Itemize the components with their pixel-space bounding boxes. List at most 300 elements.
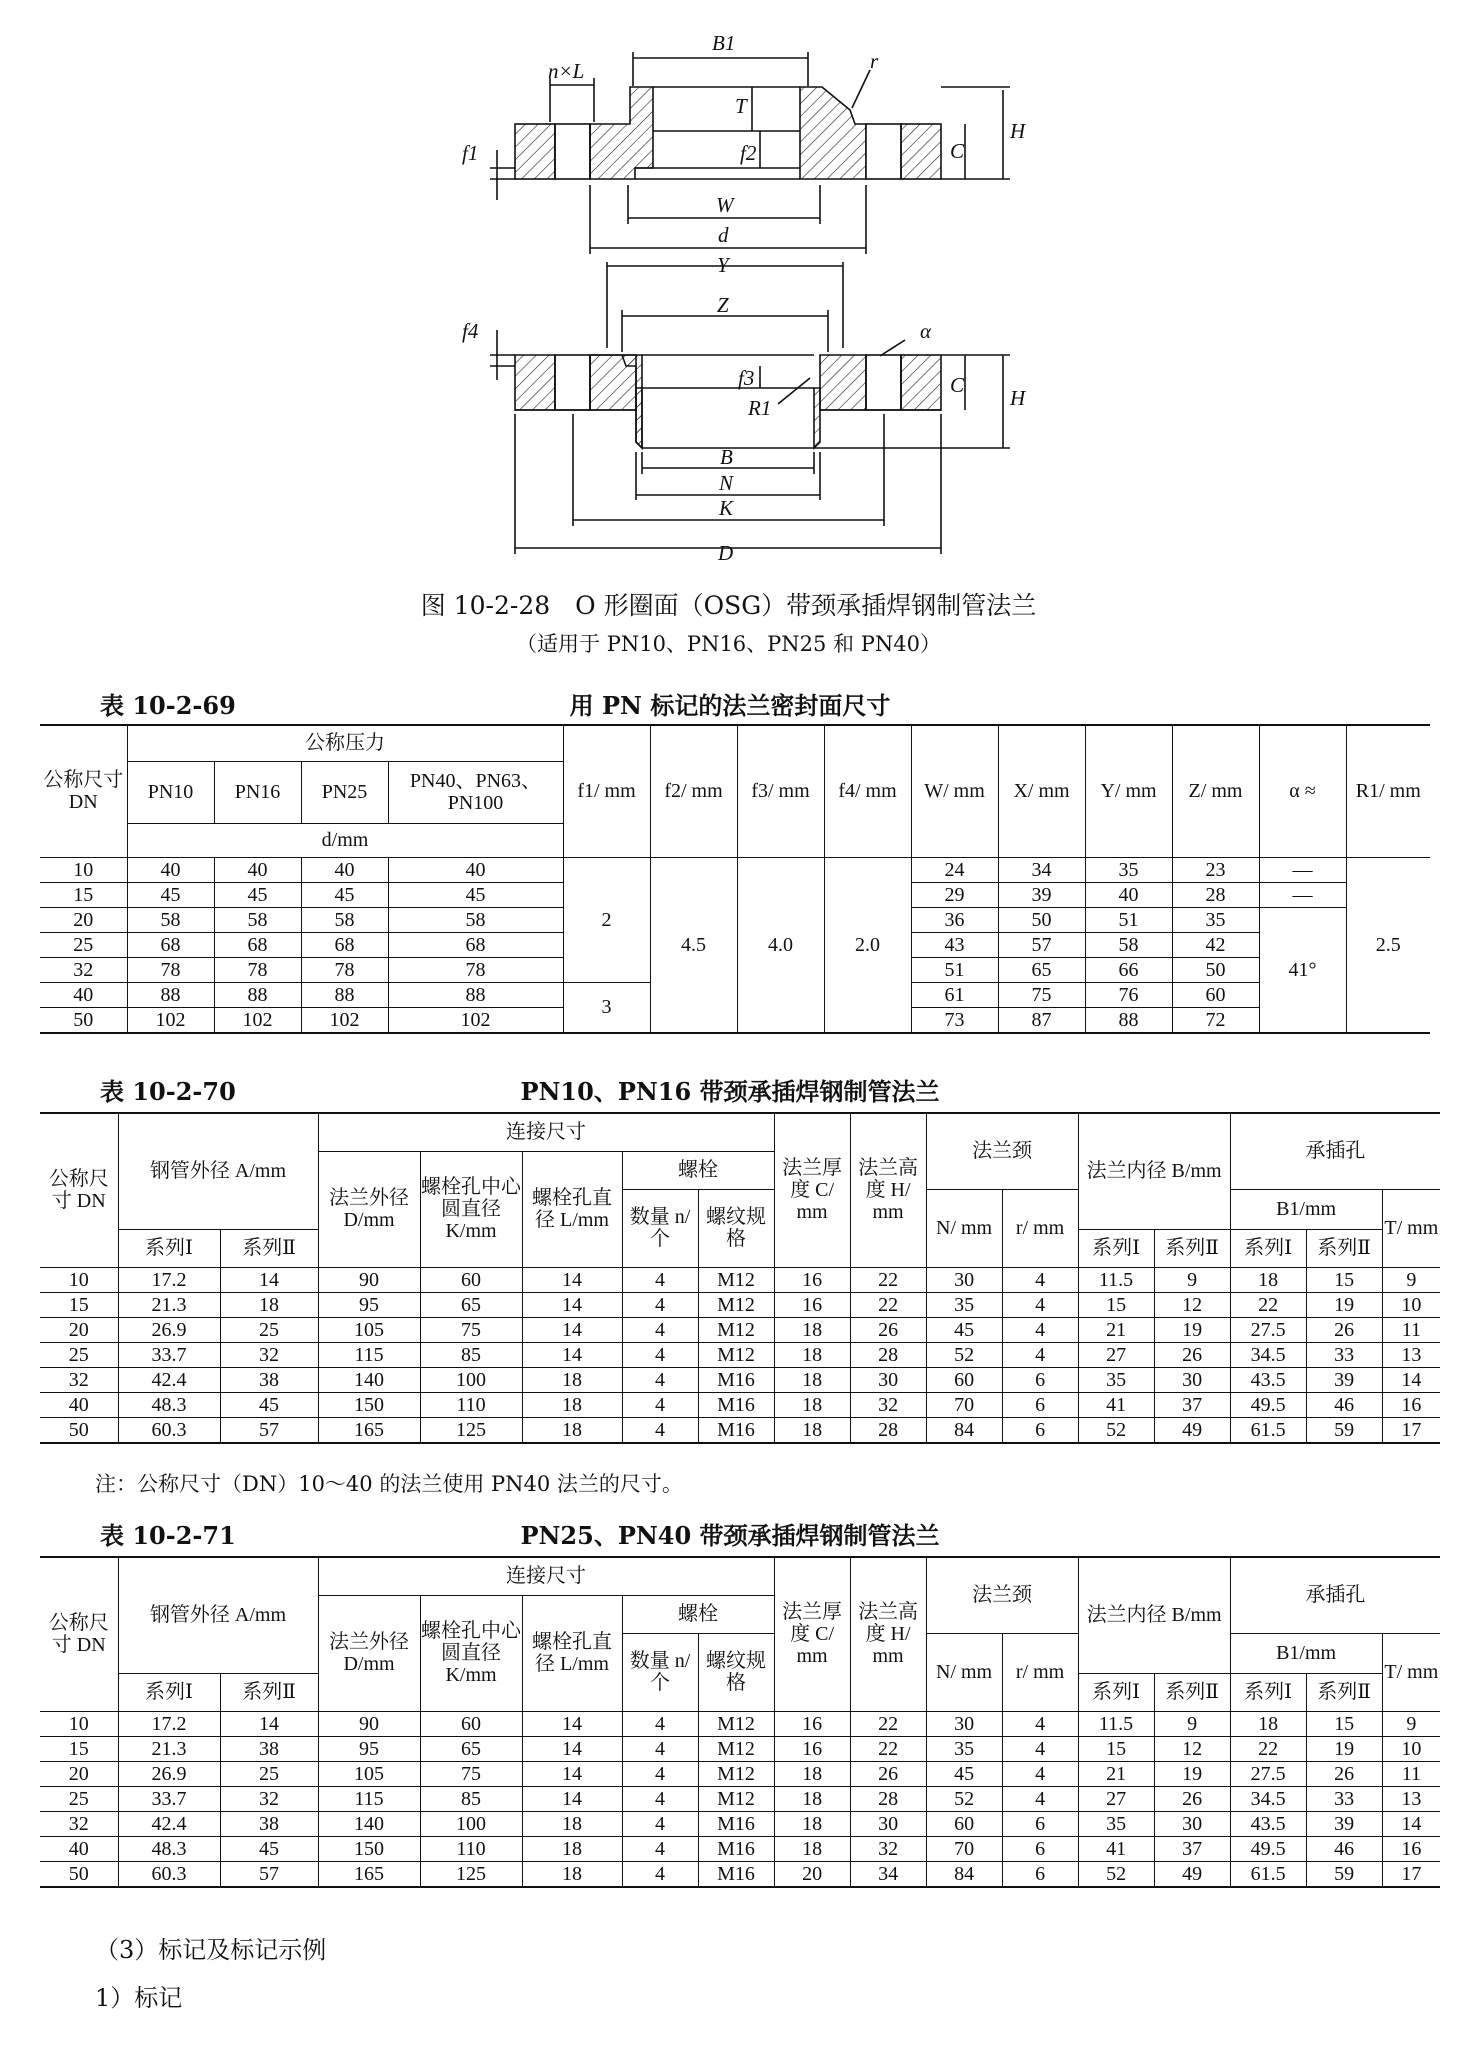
table71 [40,1556,1440,1888]
table-cell: 18 [774,1392,850,1417]
table-cell: 57 [220,1417,318,1443]
label-f2: f2 [740,141,757,165]
label-h: H [1010,119,1026,143]
table-row [40,1367,1440,1392]
label-c2: C [950,373,965,397]
table-cell: 45 [220,1392,318,1417]
table-cell: 30 [850,1811,926,1836]
h-height: 法兰高度 H/ mm [850,1557,926,1711]
table-cell: 6 [1002,1861,1078,1887]
table-cell: 21.3 [118,1292,220,1317]
cell-pn10: 102 [127,1007,214,1033]
table-cell: 32 [40,1811,118,1836]
h-socket-t: T/ mm [1382,1189,1440,1267]
table-cell: 49.5 [1230,1836,1306,1861]
table-cell: 4 [622,1736,698,1761]
table-row [40,1317,1440,1342]
cell-w: 61 [911,982,998,1007]
table-row [40,1267,1440,1292]
h-flange-od: 法兰外径 D/mm [318,1151,420,1267]
table-cell: 10 [40,1711,118,1736]
table-row [40,1292,1440,1317]
table-cell: 14 [522,1711,622,1736]
h-bore-series1: 系列Ⅰ [1078,1673,1154,1711]
table-cell: 50 [40,1417,118,1443]
label-d: d [718,223,729,247]
table-cell: 27 [1078,1342,1154,1367]
table-cell: 22 [850,1292,926,1317]
table-cell: M16 [698,1392,774,1417]
cell-f1: 3 [563,982,650,1033]
t69-h-f1: f1/ mm [563,725,650,857]
table-cell: 17 [1382,1417,1440,1443]
cell-pn25: 58 [301,907,388,932]
h-pipe-od: 钢管外径 A/mm [118,1113,318,1229]
table69-heading [40,686,1420,720]
table-cell: 150 [318,1836,420,1861]
table-cell: 15 [1306,1267,1382,1292]
t69-h-r1: R1/ mm [1346,725,1430,857]
table71-heading [40,1516,1420,1550]
table-cell: 33 [1306,1786,1382,1811]
cell-pn40: 78 [388,957,563,982]
table-cell: 65 [420,1736,522,1761]
table-cell: 4 [622,1267,698,1292]
table-cell: 14 [522,1292,622,1317]
table-cell: 18 [220,1292,318,1317]
table-cell: 52 [1078,1861,1154,1887]
cell-f1: 2 [563,857,650,982]
t69-h-pn40: PN40、PN63、PN100 [388,761,563,823]
cell-pn10: 45 [127,882,214,907]
h-socket-b1: B1/mm [1230,1189,1382,1229]
table-cell: 84 [926,1417,1002,1443]
table-cell: 19 [1306,1292,1382,1317]
table-cell: 45 [220,1836,318,1861]
table-cell: 4 [622,1367,698,1392]
table-cell: 48.3 [118,1392,220,1417]
table-cell: 9 [1382,1267,1440,1292]
table-cell: 4 [622,1786,698,1811]
table-cell: 16 [774,1267,850,1292]
t69-h-pn10: PN10 [127,761,214,823]
table-cell: 14 [522,1736,622,1761]
table-cell: 21 [1078,1317,1154,1342]
table-cell: 100 [420,1811,522,1836]
t69-h-alpha: α ≈ [1259,725,1346,857]
table-cell: 27.5 [1230,1317,1306,1342]
table-cell: 70 [926,1836,1002,1861]
cell-pn40: 40 [388,857,563,882]
table-cell: 84 [926,1861,1002,1887]
label-nl: n×L [548,59,585,83]
table-cell: 11.5 [1078,1711,1154,1736]
table-cell: 28 [850,1342,926,1367]
table-cell: 32 [40,1367,118,1392]
cell-pn40: 102 [388,1007,563,1033]
table-cell: 43.5 [1230,1367,1306,1392]
table-cell: 12 [1154,1292,1230,1317]
table-cell: 18 [774,1786,850,1811]
table-cell: 25 [220,1317,318,1342]
table-cell: 10 [40,1267,118,1292]
cell-r1: 2.5 [1346,857,1430,1033]
table-cell: 60 [420,1711,522,1736]
table-cell: 33.7 [118,1342,220,1367]
table-cell: 4 [1002,1342,1078,1367]
table-cell: 12 [1154,1736,1230,1761]
cell-y: 88 [1085,1007,1172,1033]
cell-dn: 40 [40,982,127,1007]
t69-h-x: X/ mm [998,725,1085,857]
cell-y: 66 [1085,957,1172,982]
table-cell: 26 [850,1317,926,1342]
table-cell: 13 [1382,1342,1440,1367]
table-cell: 140 [318,1811,420,1836]
table70-note: 注：公称尺寸（DN）10～40 的法兰使用 PN40 法兰的尺寸。 [95,1472,683,1496]
label-f4: f4 [462,319,479,343]
table-cell: M12 [698,1342,774,1367]
table-cell: 150 [318,1392,420,1417]
cell-pn10: 58 [127,907,214,932]
table-cell: 60 [926,1811,1002,1836]
cell-pn10: 88 [127,982,214,1007]
cell-f3: 4.0 [737,857,824,1033]
table-cell: 140 [318,1367,420,1392]
table-cell: 4 [1002,1267,1078,1292]
table-cell: 4 [1002,1292,1078,1317]
table-cell: 10 [1382,1736,1440,1761]
cell-y: 35 [1085,857,1172,882]
table-cell: 60 [926,1367,1002,1392]
table-cell: 165 [318,1417,420,1443]
cell-pn25: 68 [301,932,388,957]
table-cell: 45 [926,1317,1002,1342]
t69-h-pn16: PN16 [214,761,301,823]
table-cell: 4 [1002,1761,1078,1786]
table-cell: 34 [850,1861,926,1887]
table-cell: 17.2 [118,1711,220,1736]
h-socket-series1: 系列Ⅰ [1230,1673,1306,1711]
label-dd: D [718,541,734,560]
t69-h-f2: f2/ mm [650,725,737,857]
table-cell: 14 [522,1317,622,1342]
cell-x: 34 [998,857,1085,882]
h-bore-series2: 系列Ⅱ [1154,1229,1230,1267]
table-cell: 6 [1002,1836,1078,1861]
cell-pn16: 58 [214,907,301,932]
cell-z: 35 [1172,907,1259,932]
t69-h-dn: 公称尺寸 DN [40,725,127,857]
table-cell: 34.5 [1230,1786,1306,1811]
table-cell: 4 [622,1417,698,1443]
cell-z: 72 [1172,1007,1259,1033]
table-cell: 32 [850,1392,926,1417]
table-cell: 28 [850,1417,926,1443]
table69-title: 用 PN 标记的法兰密封面尺寸 [569,691,891,720]
t69-h-pressure: 公称压力 [127,725,563,761]
table-cell: 22 [850,1267,926,1292]
h-bolt-qty: 数量 n/个 [622,1633,698,1711]
label-b1: B1 [712,31,736,55]
label-alpha: α [920,319,932,343]
table-cell: 52 [926,1786,1002,1811]
cell-alpha: 41° [1259,907,1346,1033]
cell-dn: 10 [40,857,127,882]
table-cell: 18 [522,1861,622,1887]
h-socket-series2: 系列Ⅱ [1306,1673,1382,1711]
table-cell: 20 [40,1317,118,1342]
table-cell: 105 [318,1317,420,1342]
table-cell: 32 [220,1342,318,1367]
h-bolt: 螺栓 [622,1151,774,1189]
table-cell: M16 [698,1417,774,1443]
cell-alpha: — [1259,882,1346,907]
table71-number: 表 10-2-71 [100,1521,236,1550]
table-cell: 15 [1306,1711,1382,1736]
h-bolt-circle: 螺栓孔中心圆直径 K/mm [420,1595,522,1711]
section-subheading: 1）标记 [95,1984,183,2012]
table-cell: 4 [622,1342,698,1367]
table-row [40,1392,1440,1417]
table-cell: 10 [1382,1292,1440,1317]
h-socket: 承插孔 [1230,1113,1440,1189]
table-cell: 22 [1230,1736,1306,1761]
table-cell: M12 [698,1267,774,1292]
figure-caption: 图 10-2-28 O 形圈面（OSG）带颈承插焊钢制管法兰 [420,591,1037,620]
table-cell: 16 [1382,1836,1440,1861]
table-cell: 4 [1002,1711,1078,1736]
table-cell: 18 [774,1811,850,1836]
table-cell: 9 [1154,1267,1230,1292]
h-connect: 连接尺寸 [318,1113,774,1151]
table-cell: 18 [1230,1267,1306,1292]
h-neck-r: r/ mm [1002,1189,1078,1267]
t69-h-w: W/ mm [911,725,998,857]
table-cell: 18 [774,1836,850,1861]
table-cell: 35 [1078,1811,1154,1836]
cell-pn10: 78 [127,957,214,982]
table-cell: 4 [622,1836,698,1861]
cell-w: 43 [911,932,998,957]
table-cell: 4 [1002,1786,1078,1811]
h-bolt-thread: 螺纹规格 [698,1189,774,1267]
h-height: 法兰高度 H/ mm [850,1113,926,1267]
table-cell: 50 [40,1861,118,1887]
table-cell: 14 [522,1786,622,1811]
table-cell: 15 [1078,1736,1154,1761]
table-cell: 30 [1154,1367,1230,1392]
cell-x: 39 [998,882,1085,907]
table-cell: 4 [1002,1317,1078,1342]
table-cell: 46 [1306,1836,1382,1861]
h-neck-n: N/ mm [926,1189,1002,1267]
table-cell: M16 [698,1861,774,1887]
h-socket-series2: 系列Ⅱ [1306,1229,1382,1267]
table-cell: 75 [420,1317,522,1342]
table-cell: 95 [318,1736,420,1761]
table-cell: 15 [40,1292,118,1317]
cell-pn40: 58 [388,907,563,932]
h-bore: 法兰内径 B/mm [1078,1557,1230,1673]
table-cell: 85 [420,1786,522,1811]
cell-x: 50 [998,907,1085,932]
cell-pn16: 78 [214,957,301,982]
table-cell: 59 [1306,1861,1382,1887]
table-cell: 19 [1306,1736,1382,1761]
table-cell: 59 [1306,1417,1382,1443]
cell-pn25: 102 [301,1007,388,1033]
table-cell: 32 [850,1836,926,1861]
cell-pn25: 45 [301,882,388,907]
table-cell: 18 [774,1761,850,1786]
table-cell: 115 [318,1786,420,1811]
table-cell: 60.3 [118,1417,220,1443]
table-cell: 37 [1154,1836,1230,1861]
h-pipe-series2: 系列Ⅱ [220,1673,318,1711]
cell-pn16: 102 [214,1007,301,1033]
table-cell: 21 [1078,1761,1154,1786]
cell-x: 75 [998,982,1085,1007]
h-neck: 法兰颈 [926,1557,1078,1633]
cell-y: 58 [1085,932,1172,957]
table-cell: 41 [1078,1836,1154,1861]
cell-z: 50 [1172,957,1259,982]
h-bolt-hole: 螺栓孔直径 L/mm [522,1595,622,1711]
table-row [40,1736,1440,1761]
table-cell: 18 [1230,1711,1306,1736]
table-cell: 6 [1002,1392,1078,1417]
table-cell: 14 [220,1267,318,1292]
cell-dn: 15 [40,882,127,907]
table-row [40,1342,1440,1367]
h-socket-t: T/ mm [1382,1633,1440,1711]
h-bore: 法兰内径 B/mm [1078,1113,1230,1229]
table-cell: 19 [1154,1317,1230,1342]
cell-pn40: 45 [388,882,563,907]
table-cell: M12 [698,1292,774,1317]
table-cell: 125 [420,1417,522,1443]
table-cell: 17.2 [118,1267,220,1292]
table-cell: 26 [1154,1786,1230,1811]
table-cell: M12 [698,1786,774,1811]
table-cell: 46 [1306,1392,1382,1417]
cell-dn: 25 [40,932,127,957]
table-cell: 25 [40,1786,118,1811]
table-cell: 4 [622,1861,698,1887]
table-row [40,1711,1440,1736]
table-cell: 22 [1230,1292,1306,1317]
table-cell: 14 [1382,1367,1440,1392]
table-cell: 16 [774,1711,850,1736]
cell-dn: 32 [40,957,127,982]
table-cell: 9 [1382,1711,1440,1736]
h-bolt-thread: 螺纹规格 [698,1633,774,1711]
cell-pn16: 45 [214,882,301,907]
table-row [40,857,1430,882]
cell-pn25: 88 [301,982,388,1007]
h-pipe-series1: 系列Ⅰ [118,1229,220,1267]
h-dn: 公称尺寸 DN [40,1557,118,1711]
table-cell: 27 [1078,1786,1154,1811]
table-cell: 18 [522,1811,622,1836]
cell-dn: 50 [40,1007,127,1033]
table-cell: 6 [1002,1417,1078,1443]
h-pipe-series1: 系列Ⅰ [118,1673,220,1711]
table-cell: 42.4 [118,1367,220,1392]
table-cell: 18 [522,1417,622,1443]
table-cell: 95 [318,1292,420,1317]
table-cell: 45 [926,1761,1002,1786]
table-cell: 19 [1154,1761,1230,1786]
cell-pn10: 40 [127,857,214,882]
cell-z: 42 [1172,932,1259,957]
table-cell: 26.9 [118,1317,220,1342]
table71-title: PN25、PN40 带颈承插焊钢制管法兰 [520,1521,940,1550]
table-row [40,1786,1440,1811]
table-cell: 90 [318,1267,420,1292]
table-cell: 4 [622,1292,698,1317]
table-cell: 57 [220,1861,318,1887]
table-cell: 16 [774,1736,850,1761]
table-cell: 18 [774,1367,850,1392]
table-cell: 61.5 [1230,1417,1306,1443]
cell-f2: 4.5 [650,857,737,1033]
table-row [40,1811,1440,1836]
table-cell: 11.5 [1078,1267,1154,1292]
h-socket-series1: 系列Ⅰ [1230,1229,1306,1267]
table-cell: 65 [420,1292,522,1317]
t69-h-f3: f3/ mm [737,725,824,857]
table-cell: 18 [522,1836,622,1861]
cell-pn25: 40 [301,857,388,882]
table-cell: 61.5 [1230,1861,1306,1887]
table-cell: 35 [1078,1367,1154,1392]
table-cell: 30 [1154,1811,1230,1836]
table-cell: 20 [774,1861,850,1887]
table-cell: 75 [420,1761,522,1786]
label-f3: f3 [738,366,755,390]
table-cell: 60.3 [118,1861,220,1887]
table-cell: 38 [220,1736,318,1761]
table-cell: 26 [1306,1761,1382,1786]
table-cell: 90 [318,1711,420,1736]
cell-pn40: 68 [388,932,563,957]
table-row [40,1417,1440,1443]
t69-h-f4: f4/ mm [824,725,911,857]
cell-z: 60 [1172,982,1259,1007]
h-bolt-circle: 螺栓孔中心圆直径 K/mm [420,1151,522,1267]
table-cell: 25 [40,1342,118,1367]
table-cell: 14 [522,1342,622,1367]
table-cell: 26.9 [118,1761,220,1786]
table-cell: 33 [1306,1342,1382,1367]
table-cell: 21.3 [118,1736,220,1761]
h-neck-r: r/ mm [1002,1633,1078,1711]
h-pipe-series2: 系列Ⅱ [220,1229,318,1267]
table-cell: 4 [622,1392,698,1417]
table-cell: 14 [1382,1811,1440,1836]
table70-title: PN10、PN16 带颈承插焊钢制管法兰 [520,1077,940,1106]
figure-subcaption: （适用于 PN10、PN16、PN25 和 PN40） [516,632,941,656]
cell-pn10: 68 [127,932,214,957]
table70-heading [40,1072,1420,1106]
label-b: B [720,445,733,469]
flange-drawing [0,0,1457,560]
table-cell: 30 [926,1267,1002,1292]
table-cell: 115 [318,1342,420,1367]
table-cell: 70 [926,1392,1002,1417]
